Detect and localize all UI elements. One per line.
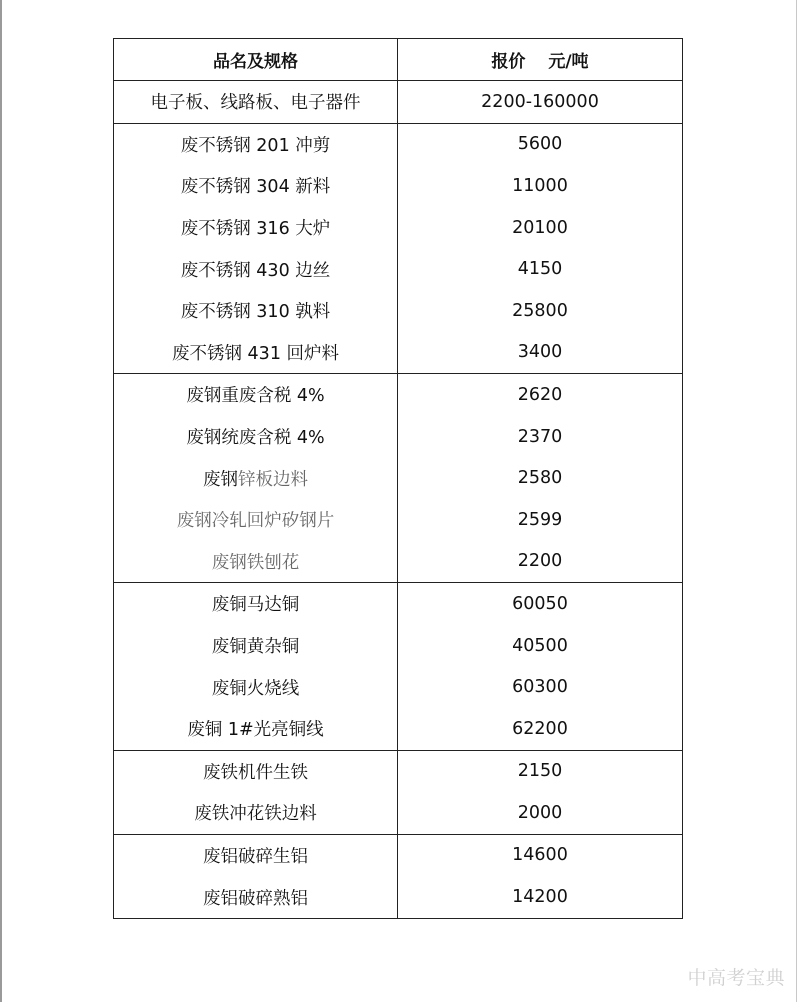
item-name: 废铜 1#光亮铜线 bbox=[114, 708, 398, 750]
item-price: 60050 bbox=[398, 583, 683, 625]
table-row bbox=[114, 416, 683, 458]
item-name-suffix: 锌板边料 bbox=[238, 469, 308, 490]
item-name: 废钢铁刨花 bbox=[114, 541, 398, 583]
item-price: 40500 bbox=[398, 625, 683, 667]
item-price: 11000 bbox=[398, 165, 683, 207]
table-row bbox=[114, 666, 683, 708]
item-name: 废铜黄杂铜 bbox=[114, 625, 398, 667]
table-row bbox=[114, 708, 683, 750]
table-row bbox=[114, 876, 683, 918]
item-price: 2200-160000 bbox=[398, 81, 683, 124]
table-row bbox=[114, 81, 683, 124]
table-row bbox=[114, 499, 683, 541]
item-price: 2200 bbox=[398, 541, 683, 583]
item-name-prefix: 废钢 bbox=[203, 469, 238, 490]
table-header-row bbox=[114, 39, 683, 81]
item-name: 废不锈钢 310 孰料 bbox=[114, 290, 398, 332]
price-table bbox=[113, 38, 683, 919]
table-row bbox=[114, 123, 683, 165]
table-row bbox=[114, 583, 683, 625]
item-price: 2370 bbox=[398, 416, 683, 458]
table-row bbox=[114, 750, 683, 792]
table-row bbox=[114, 207, 683, 249]
item-price: 2599 bbox=[398, 499, 683, 541]
header-name: 品名及规格 bbox=[114, 39, 398, 81]
item-price: 60300 bbox=[398, 666, 683, 708]
item-price: 14200 bbox=[398, 876, 683, 918]
item-name: 废铁冲花铁边料 bbox=[114, 792, 398, 834]
item-name: 废铝破碎生铝 bbox=[114, 834, 398, 876]
item-price: 62200 bbox=[398, 708, 683, 750]
item-price: 20100 bbox=[398, 207, 683, 249]
table-row bbox=[114, 792, 683, 834]
item-price: 2580 bbox=[398, 457, 683, 499]
table-row bbox=[114, 834, 683, 876]
item-name: 废铁机件生铁 bbox=[114, 750, 398, 792]
item-name: 废铜火烧线 bbox=[114, 666, 398, 708]
item-price: 2620 bbox=[398, 374, 683, 416]
item-name bbox=[114, 457, 398, 499]
item-name: 废不锈钢 316 大炉 bbox=[114, 207, 398, 249]
item-name: 废不锈钢 431 回炉料 bbox=[114, 332, 398, 374]
item-price: 2150 bbox=[398, 750, 683, 792]
item-price: 3400 bbox=[398, 332, 683, 374]
table-row bbox=[114, 541, 683, 583]
item-price: 2000 bbox=[398, 792, 683, 834]
table-row bbox=[114, 625, 683, 667]
item-price: 25800 bbox=[398, 290, 683, 332]
item-price: 5600 bbox=[398, 123, 683, 165]
item-name: 废不锈钢 201 冲剪 bbox=[114, 123, 398, 165]
table-row bbox=[114, 290, 683, 332]
header-price: 报价 元/吨 bbox=[398, 39, 683, 81]
item-name: 电子板、线路板、电子器件 bbox=[114, 81, 398, 124]
item-name: 废铜马达铜 bbox=[114, 583, 398, 625]
table-row bbox=[114, 374, 683, 416]
item-price: 4150 bbox=[398, 248, 683, 290]
page-edge-left bbox=[0, 0, 2, 1002]
item-name: 废铝破碎熟铝 bbox=[114, 876, 398, 918]
table-row bbox=[114, 248, 683, 290]
item-name: 废钢重废含税 4% bbox=[114, 374, 398, 416]
table-row bbox=[114, 332, 683, 374]
item-name: 废钢统废含税 4% bbox=[114, 416, 398, 458]
item-price: 14600 bbox=[398, 834, 683, 876]
item-name: 废钢冷轧回炉矽钢片 bbox=[114, 499, 398, 541]
watermark-text: 中高考宝典 bbox=[687, 967, 785, 989]
item-name: 废不锈钢 430 边丝 bbox=[114, 248, 398, 290]
table-row bbox=[114, 457, 683, 499]
item-name: 废不锈钢 304 新料 bbox=[114, 165, 398, 207]
table-row bbox=[114, 165, 683, 207]
